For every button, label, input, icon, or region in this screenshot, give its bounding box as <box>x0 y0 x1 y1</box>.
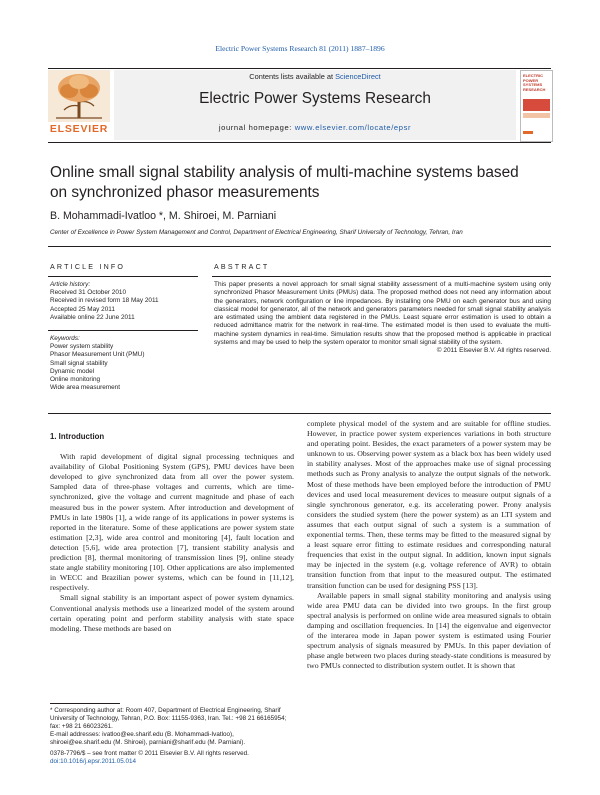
masthead-rule-top <box>48 68 551 69</box>
abstract-body: This paper presents a novel approach for small signal stability assessment of a multi-machine system using only synchronized Phasor Measurement Units (PMUs) data. The proposed method does not need any information about the generators, network configuration or line impedances. By installing one PMU on each generator bus and using classical model for generator, all of the network and generators parameters needed for small signal stability analysis are estimated using the ambient data registered in the PMUs. Least square error estimation is used to obtain a reduced admittance matrix for the network in real-time. The estimated model is then used to evaluate the multi-machine system dynamics in real-time. Simulation results show that the proposed method is applicable in practical systems and may be used to help the system operator to monitor small signal stability of the system. <box>214 281 551 347</box>
abstract-label: ABSTRACT <box>214 263 270 271</box>
keyword: Online monitoring <box>50 376 101 384</box>
keyword: Small signal stability <box>50 359 108 367</box>
title-rule <box>48 246 551 247</box>
footnote-corresponding-author: * Corresponding author at: Room 407, Department of Electrical Engineering, Sharif University of Technology, Tehran, P.O. Box: 11155-9363, Iran. Tel.: +98 21 66165954; fax: +98 21 66023261. <box>50 707 287 730</box>
history-item: Available online 22 June 2011 <box>50 313 135 321</box>
homepage-line <box>114 123 516 132</box>
keyword: Wide area measurement <box>50 384 120 392</box>
journal-title: Electric Power Systems Research <box>199 90 431 107</box>
running-head: Electric Power Systems Research 81 (2011) 1887–1896 <box>215 44 385 53</box>
section-heading-introduction: 1. Introduction <box>50 432 105 441</box>
article-history <box>50 281 198 322</box>
cover-title: ELECTRIC POWER SYSTEMS RESEARCH <box>523 73 546 92</box>
abstract <box>214 281 551 356</box>
imprint <box>50 750 350 766</box>
footnote-rule <box>50 703 120 704</box>
history-item: Received in revised form 18 May 2011 <box>50 297 159 305</box>
body-column-right <box>307 419 551 671</box>
body-column-left <box>50 432 294 634</box>
history-item: Accepted 25 May 2011 <box>50 305 115 313</box>
imprint-front-matter: 0378-7796/$ – see front matter © 2011 Elsevier B.V. All rights reserved. <box>50 750 249 757</box>
author-list: B. Mohammadi-Ivatloo *, M. Shiroei, M. Parniani <box>50 210 277 222</box>
footnote-emails: E-mail addresses: ivatloo@ee.sharif.edu (B. Mohammadi-Ivatloo), shiroei@ee.sharif.edu (M. Shiroei), parniani@sharif.edu (M. Parniani). <box>50 731 246 746</box>
article-info-label: ARTICLE INFO <box>50 263 126 271</box>
article-info-separator <box>48 330 198 331</box>
contents-line <box>114 72 516 81</box>
article-info-rule <box>48 276 198 277</box>
publisher-name: ELSEVIER <box>49 123 109 135</box>
body-paragraph: Available papers in small signal stability monitoring and analysis using wide area PMU data can be divided into two groups. In the first group spectral analysis is performed on online wide area measured signals to obtain damping and oscillation frequencies. In [14] the eigenvalue and eigenvector of the interarea mode in Japan power system is estimated using Fourier spectrum analysis of signals measured by PMUs. In this paper deviation of phase angle between two places during steady-state conditions is measured by two PMUs connected to distribution system outlet. It is shown that <box>307 590 551 671</box>
keywords-heading: Keywords: <box>50 335 80 342</box>
history-item: Received 31 October 2010 <box>50 289 127 297</box>
homepage-prefix: journal homepage: <box>218 123 295 132</box>
body-rule <box>48 413 551 414</box>
keyword: Phasor Measurement Unit (PMU) <box>50 351 145 359</box>
body-paragraph: With rapid development of digital signal processing techniques and availability of Global Positioning System (GPS), PMU devices have been developed to give synchronized data from all over the power system. Sampled data of three-phase voltages and currents, which are time-synchronized, give the voltage and current magnitude and phase of each measured bus in the power system. After introduction and development of PMUs in late 1980s [1], a wide range of its applications in power systems is reported in the literature. Some of these applications are power system state estimation [2,3], wide area control and monitoring [4], fault location and detection [5,6], wide area protection [7], transient stability analysis and prediction [8], thermal monitoring of transmission lines [9], online steady state angle stability monitoring [10]. Other applications are also implemented in WECC and Brazilian power systems, which can be found in [11,12], respectively. <box>50 452 294 593</box>
homepage-link[interactable]: www.elsevier.com/locate/epsr <box>294 123 412 132</box>
abstract-rule <box>212 276 551 277</box>
keyword: Power system stability <box>50 343 114 351</box>
body-paragraph: complete physical model of the system and are suitable for offline studies. However, in practice power system experiences variations in both structure and operating point. Besides, the exact parameters of a power system may be unknown to us. Observing power system as a black box has been widely used in stability analyses. Most of the approaches make use of signal processing methods such as Prony analysis to analyze the output signals of the network. Most of these methods have been employed before the introduction of PMU devices and used local measurement devices to measure output signals of a single synchronous generator, e.g. its accelerating power. Prony analysis considers the studied system (here the power system) as an LTI system and assumes that each output signal of such a system is a summation of exponential terms. Then, these terms may be fitted to the measured signal by a least square error fitting to estimate residues and corresponding natural frequencies that exist in the output signal. In addition, known input signals may be injected in the system (e.g. voltage reference of AVR) to obtain transition function from that input to the measured output. The estimated transition function can be used for designing PSS [13]. <box>307 419 551 590</box>
contents-prefix: Contents lists available at <box>249 72 336 81</box>
body-paragraph: Small signal stability is an important aspect of power system dynamics. Conventional analysis methods use a linearized model of the system around certain operating point and perform stability analysis with state space modeling. These methods are based on <box>50 593 294 633</box>
doi-link[interactable]: doi:10.1016/j.epsr.2011.05.014 <box>50 758 137 765</box>
copyright: © 2011 Elsevier B.V. All rights reserved. <box>436 347 551 355</box>
footnotes <box>50 707 296 747</box>
history-heading: Article history: <box>50 281 91 288</box>
keyword: Dynamic model <box>50 367 95 375</box>
affiliation: Center of Excellence in Power System Management and Control, Department of Electrical Engineering, Sharif University of Technology, Tehran, Iran <box>50 229 463 236</box>
article-title: Online small signal stability analysis of multi-machine systems based on synchronized phasor measurements <box>50 164 519 201</box>
masthead-rule-bottom <box>48 142 551 143</box>
keywords <box>50 335 198 392</box>
sciencedirect-link[interactable]: ScienceDirect <box>335 72 381 81</box>
journal-cover <box>520 70 553 142</box>
